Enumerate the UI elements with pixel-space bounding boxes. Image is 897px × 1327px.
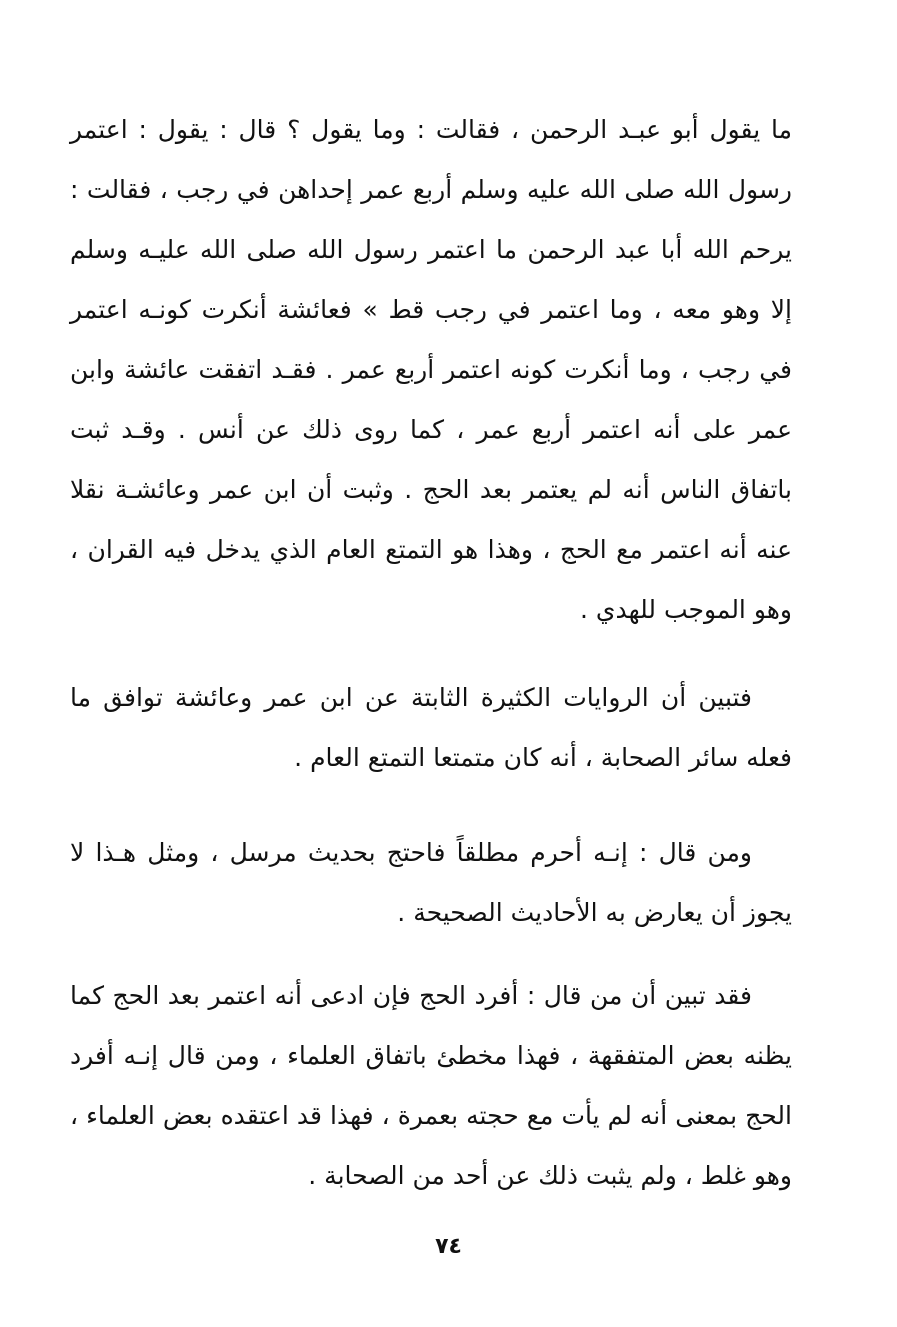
page-number: ٧٤: [435, 1234, 462, 1259]
paragraph-1: ما يقول أبو عبـد الرحمن ، فقالت : وما يقول ؟ قال : يقول : اعتمر رسول الله صلى الله عليه وسلم أربع عمر إحداهن في رجب ، فقالت : يرحم الله أبا عبد الرحمن ما اعتمر رسول الله صلى الله عليـه وسلم إلا وهو معه ، وما اعتمر في رجب قط » فعائشة أنكرت كونـه اعتمر في رجب ، وما أنكرت كونه اعتمر أربع عمر . فقـد اتفقت عائشة وابن عمر على أنه اعتمر أربع عمر ، كما روى ذلك عن أنس . وقـد ثبت باتفاق الناس أنه لم يعتمر بعد الحج . وثبت أن ابن عمر وعائشـة نقلا عنه أنه اعتمر مع الحج ، وهذا هو التمتع العام الذي يدخل فيه القران ، وهو الموجب للهدي .: [70, 115, 792, 624]
paragraph-2: فتبين أن الروايات الكثيرة الثابتة عن ابن عمر وعائشة توافق ما فعله سائر الصحابة ، أنه كان متمتعا التمتع العام .: [70, 683, 792, 772]
paragraph-4: فقد تبين أن من قال : أفرد الحج فإن ادعى أنه اعتمر بعد الحج كما يظنه بعض المتفقهة ، فهذا مخطئ باتفاق العلماء ، ومن قال إنـه أفرد الحج بمعنى أنه لم يأت مع حجته بعمرة ، فهذا قد اعتقده بعض العلماء ، وهو غلط ، ولم يثبت ذلك عن أحد من الصحابة .: [70, 981, 792, 1190]
paragraph-3: ومن قال : إنـه أحرم مطلقاً فاحتج بحديث مرسل ، ومثل هـذا لا يجوز أن يعارض به الأحاديث الصحيحة .: [70, 838, 792, 927]
